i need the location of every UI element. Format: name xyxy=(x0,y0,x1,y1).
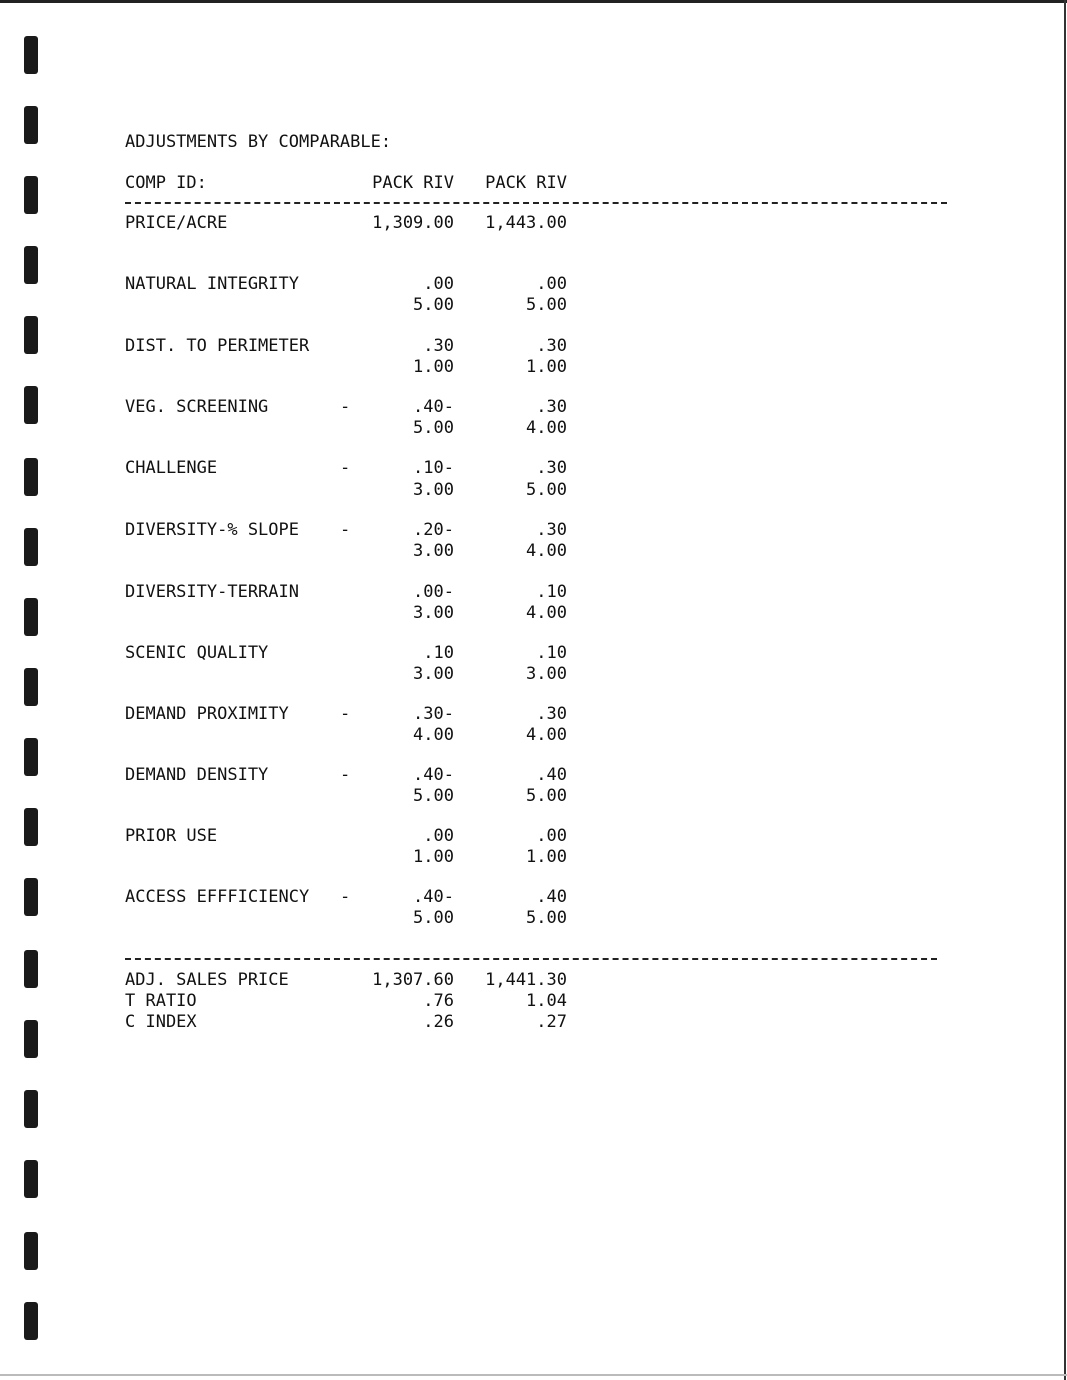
factor-label: DIST. TO PERIMETER xyxy=(125,336,310,356)
summary-value-2: 1.04 xyxy=(526,991,567,1011)
punch-hole-mark xyxy=(24,106,38,144)
separator-line xyxy=(125,202,947,204)
factor-adjustment-1: .00- xyxy=(413,582,454,602)
separator-line xyxy=(125,958,937,960)
factor-adjustment-2: .30 xyxy=(536,520,567,540)
factor-adjustment-1: .30- xyxy=(413,704,454,724)
factor-weight-1: 3.00 xyxy=(413,603,454,623)
factor-label: DEMAND PROXIMITY xyxy=(125,704,289,724)
factor-adjustment-1: .20- xyxy=(413,520,454,540)
factor-adjustment-2: .30 xyxy=(536,397,567,417)
punch-hole-mark xyxy=(24,458,38,496)
factor-weight-2: 5.00 xyxy=(526,786,567,806)
factor-adjustment-1: .00 xyxy=(423,826,454,846)
factor-adjustment-2: .10 xyxy=(536,643,567,663)
punch-hole-mark xyxy=(24,1160,38,1198)
summary-label: T RATIO xyxy=(125,991,197,1011)
factor-label: ACCESS EFFFICIENCY xyxy=(125,887,310,907)
factor-weight-2: 5.00 xyxy=(526,908,567,928)
punch-hole-mark xyxy=(24,386,38,424)
factor-weight-1: 3.00 xyxy=(413,541,454,561)
factor-weight-2: 1.00 xyxy=(526,847,567,867)
summary-value-2: 1,441.30 xyxy=(485,970,567,990)
factor-minus-sign: - xyxy=(340,887,351,907)
comp-id-label: COMP ID: xyxy=(125,173,207,193)
document-title: ADJUSTMENTS BY COMPARABLE: xyxy=(125,132,392,152)
factor-weight-1: 5.00 xyxy=(413,295,454,315)
summary-label: ADJ. SALES PRICE xyxy=(125,970,289,990)
punch-hole-mark xyxy=(24,1020,38,1058)
factor-weight-1: 3.00 xyxy=(413,480,454,500)
factor-weight-1: 3.00 xyxy=(413,664,454,684)
factor-adjustment-2: .40 xyxy=(536,765,567,785)
punch-hole-mark xyxy=(24,1302,38,1340)
factor-adjustment-2: .30 xyxy=(536,704,567,724)
factor-weight-2: 4.00 xyxy=(526,541,567,561)
punch-hole-mark xyxy=(24,1090,38,1128)
punch-hole-mark xyxy=(24,598,38,636)
factor-minus-sign: - xyxy=(340,458,351,478)
summary-value-1: .26 xyxy=(423,1012,454,1032)
comp-column-1-header: PACK RIV xyxy=(372,173,454,193)
factor-minus-sign: - xyxy=(340,397,351,417)
punch-hole-mark xyxy=(24,316,38,354)
summary-value-1: 1,307.60 xyxy=(372,970,454,990)
page-right-edge xyxy=(1064,0,1066,1380)
summary-value-2: .27 xyxy=(536,1012,567,1032)
factor-weight-2: 4.00 xyxy=(526,725,567,745)
factor-adjustment-2: .10 xyxy=(536,582,567,602)
factor-label: NATURAL INTEGRITY xyxy=(125,274,299,294)
factor-adjustment-2: .00 xyxy=(536,274,567,294)
factor-weight-2: 5.00 xyxy=(526,480,567,500)
factor-adjustment-1: .40- xyxy=(413,397,454,417)
factor-label: DIVERSITY-TERRAIN xyxy=(125,582,299,602)
factor-minus-sign: - xyxy=(340,765,351,785)
factor-weight-1: 5.00 xyxy=(413,786,454,806)
punch-hole-mark xyxy=(24,176,38,214)
summary-value-1: .76 xyxy=(423,991,454,1011)
punch-hole-mark xyxy=(24,738,38,776)
factor-adjustment-1: .30 xyxy=(423,336,454,356)
factor-weight-1: 5.00 xyxy=(413,418,454,438)
factor-label: PRIOR USE xyxy=(125,826,218,846)
factor-adjustment-1: .00 xyxy=(423,274,454,294)
factor-label: DEMAND DENSITY xyxy=(125,765,269,785)
factor-label: VEG. SCREENING xyxy=(125,397,269,417)
factor-weight-1: 5.00 xyxy=(413,908,454,928)
punch-hole-mark xyxy=(24,808,38,846)
factor-label: DIVERSITY-% SLOPE xyxy=(125,520,299,540)
factor-weight-2: 4.00 xyxy=(526,418,567,438)
comp-column-2-header: PACK RIV xyxy=(485,173,567,193)
punch-hole-mark xyxy=(24,528,38,566)
punch-hole-mark xyxy=(24,1232,38,1270)
summary-label: C INDEX xyxy=(125,1012,197,1032)
price-acre-label: PRICE/ACRE xyxy=(125,213,228,233)
punch-hole-mark xyxy=(24,36,38,74)
factor-weight-2: 1.00 xyxy=(526,357,567,377)
factor-adjustment-1: .40- xyxy=(413,765,454,785)
punch-hole-mark xyxy=(24,878,38,916)
factor-minus-sign: - xyxy=(340,704,351,724)
factor-adjustment-2: .30 xyxy=(536,336,567,356)
page-bottom-edge xyxy=(0,1374,1067,1376)
factor-adjustment-2: .40 xyxy=(536,887,567,907)
factor-label: CHALLENGE xyxy=(125,458,218,478)
factor-weight-1: 4.00 xyxy=(413,725,454,745)
punch-hole-mark xyxy=(24,950,38,988)
factor-label: SCENIC QUALITY xyxy=(125,643,269,663)
factor-weight-2: 5.00 xyxy=(526,295,567,315)
factor-weight-2: 3.00 xyxy=(526,664,567,684)
punch-hole-mark xyxy=(24,668,38,706)
punch-hole-mark xyxy=(24,246,38,284)
factor-adjustment-2: .30 xyxy=(536,458,567,478)
page-top-edge xyxy=(0,0,1067,3)
factor-adjustment-1: .10 xyxy=(423,643,454,663)
factor-minus-sign: - xyxy=(340,520,351,540)
factor-adjustment-1: .10- xyxy=(413,458,454,478)
factor-weight-1: 1.00 xyxy=(413,357,454,377)
factor-weight-1: 1.00 xyxy=(413,847,454,867)
price-acre-value-2: 1,443.00 xyxy=(485,213,567,233)
factor-weight-2: 4.00 xyxy=(526,603,567,623)
factor-adjustment-2: .00 xyxy=(536,826,567,846)
price-acre-value-1: 1,309.00 xyxy=(372,213,454,233)
factor-adjustment-1: .40- xyxy=(413,887,454,907)
